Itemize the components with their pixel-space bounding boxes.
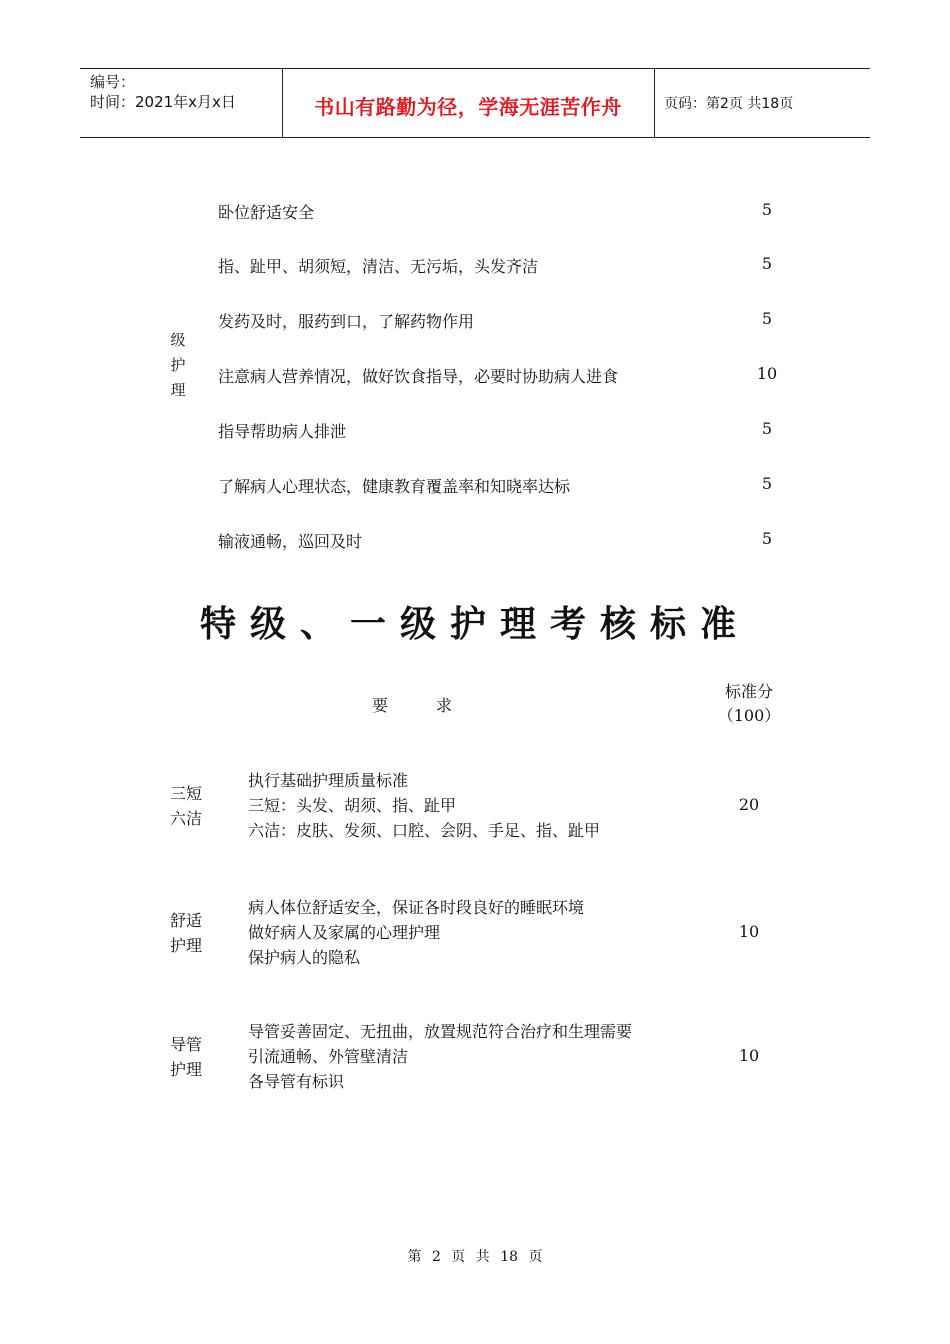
standard-score-header-line: 标准分 [724, 682, 773, 701]
section-label [170, 908, 214, 958]
page-total: 18 [761, 96, 780, 112]
document-number-label: 编号： [90, 73, 136, 91]
header-meta-cell [80, 69, 283, 137]
vertical-label-char: 护 [170, 356, 186, 374]
requirement-line: 保护病人的隐私 [248, 948, 361, 967]
criteria-row-score: 5 [761, 200, 773, 219]
requirement-line: 六洁：皮肤、发须、口腔、会阴、手足、指、趾甲 [248, 821, 601, 840]
criteria-row-text: 指、趾甲、胡须短，清洁、无污垢，头发齐洁 [218, 257, 539, 276]
section-requirements [248, 895, 584, 970]
section-score: 10 [738, 922, 760, 941]
section-label-line: 导管 [170, 1035, 203, 1054]
section-label-line: 护理 [170, 1060, 203, 1079]
section-label [170, 1032, 214, 1082]
section-label-line: 六洁 [170, 809, 203, 828]
standard-score-column-header [712, 680, 786, 728]
section-label [170, 781, 214, 831]
criteria-row-text: 发药及时，服药到口，了解药物作用 [218, 312, 475, 331]
page-prefix: 页码：第 [664, 96, 720, 112]
criteria-row-score: 5 [761, 474, 773, 493]
requirement-line: 导管妥善固定、无扭曲，放置规范符合治疗和生理需要 [248, 1022, 633, 1041]
section-requirements [248, 1019, 632, 1094]
requirement-line: 执行基础护理质量标准 [248, 771, 409, 790]
criteria-row-text: 注意病人营养情况，做好饮食指导，必要时协助病人进食 [218, 367, 619, 386]
requirement-line: 各导管有标识 [248, 1072, 345, 1091]
criteria-row-score: 5 [761, 254, 773, 273]
page-title: 特级、一级护理考核标准 [199, 603, 750, 645]
page-suffix: 页 [779, 96, 794, 112]
criteria-row-score: 5 [761, 419, 773, 438]
requirement-line: 做好病人及家属的心理护理 [248, 923, 441, 942]
standard-score-header-total: （100） [717, 706, 781, 725]
vertical-label-char: 理 [170, 381, 186, 399]
section-score: 20 [738, 795, 760, 814]
criteria-row-score: 10 [756, 364, 778, 383]
requirements-header-char: 求 [436, 696, 453, 715]
section-score: 10 [738, 1046, 760, 1065]
vertical-label-char: 级 [170, 331, 186, 349]
page-current: 2 [720, 96, 729, 112]
document-time-label: 时间：2021年x月x日 [90, 93, 236, 111]
criteria-row-text: 指导帮助病人排泄 [218, 422, 347, 441]
header-motto: 书山有路勤为径，学海无涯苦作舟 [314, 95, 622, 119]
section-label-line: 三短 [170, 784, 203, 803]
criteria-row-score: 5 [761, 309, 773, 328]
requirement-line: 病人体位舒适安全，保证各时段良好的睡眠环境 [248, 898, 585, 917]
section-one-vertical-label [169, 328, 187, 403]
requirement-line: 三短：头发、胡须、指、趾甲 [248, 796, 457, 815]
requirements-header-char: 要 [372, 696, 389, 715]
header-page-cell [654, 69, 870, 137]
page-mid: 页 共 [728, 96, 762, 112]
criteria-row-text: 了解病人心理状态，健康教育覆盖率和知晓率达标 [218, 477, 571, 496]
section-requirements [248, 768, 600, 843]
section-label-line: 护理 [170, 936, 203, 955]
requirement-line: 引流通畅、外管壁清洁 [248, 1047, 409, 1066]
page-footer: 第 2 页 共 18 页 [407, 1249, 543, 1265]
header-motto-cell [282, 69, 655, 137]
section-label-line: 舒适 [170, 911, 203, 930]
criteria-row-text: 卧位舒适安全 [218, 203, 315, 222]
criteria-row-text: 输液通畅，巡回及时 [218, 532, 363, 551]
criteria-row-score: 5 [761, 529, 773, 548]
requirements-column-header [372, 693, 452, 716]
page-header [80, 68, 870, 138]
header-page-indicator [664, 93, 793, 113]
